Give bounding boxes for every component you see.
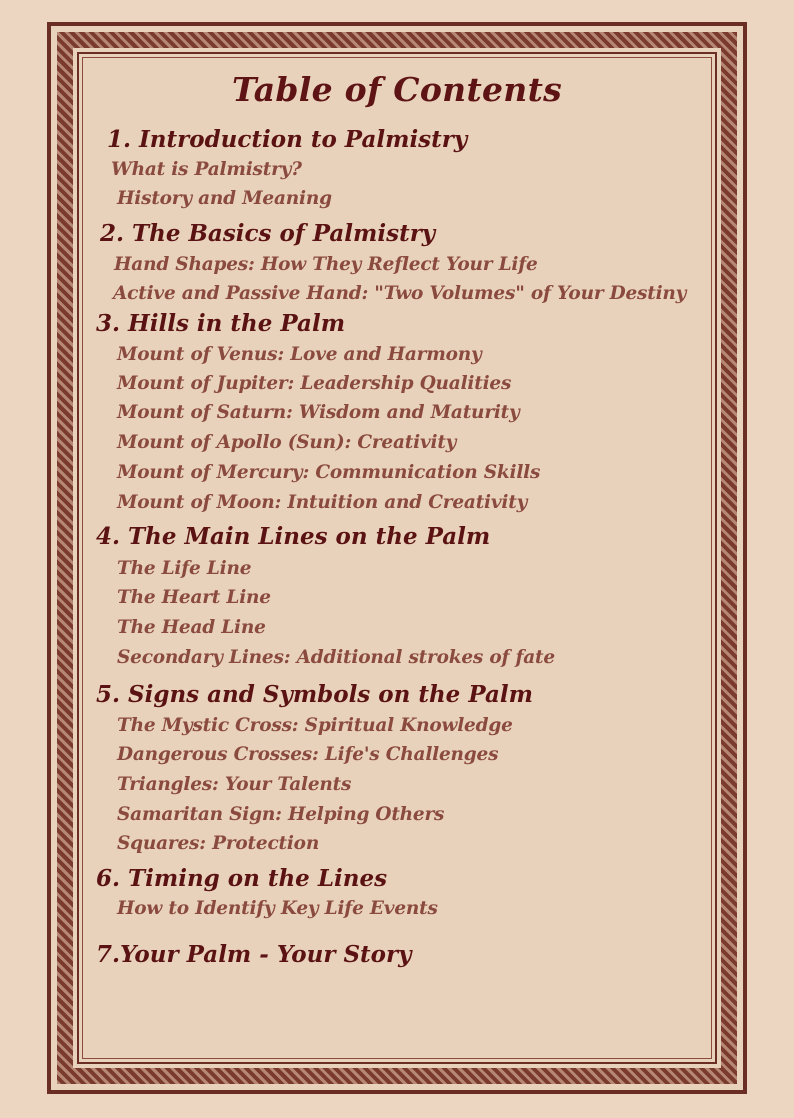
toc-item: Samaritan Sign: Helping Others [117, 804, 445, 825]
toc-item: What is Palmistry? [111, 159, 302, 180]
toc-item: Mount of Venus: Love and Harmony [117, 344, 482, 365]
toc-item: The Heart Line [117, 587, 271, 608]
toc-item: Hand Shapes: How They Reflect Your Life [114, 254, 538, 275]
toc-section-6: 6. Timing on the Lines [96, 865, 388, 892]
toc-item: The Head Line [117, 617, 266, 638]
toc-section-3: 3. Hills in the Palm [96, 310, 346, 337]
toc-item: Mount of Mercury: Communication Skills [117, 462, 541, 483]
toc-section-2: 2. The Basics of Palmistry [100, 220, 436, 247]
toc-section-7: 7.Your Palm - Your Story [96, 941, 412, 968]
toc-item: Mount of Moon: Intuition and Creativity [117, 492, 528, 513]
toc-item: The Mystic Cross: Spiritual Knowledge [117, 715, 513, 736]
toc-section-4: 4. The Main Lines on the Palm [96, 523, 491, 550]
page-title: Table of Contents [232, 70, 562, 109]
toc-item: How to Identify Key Life Events [117, 898, 438, 919]
toc-section-5: 5. Signs and Symbols on the Palm [96, 681, 533, 708]
toc-item: Mount of Saturn: Wisdom and Maturity [117, 402, 520, 423]
toc-item: Mount of Jupiter: Leadership Qualities [117, 373, 512, 394]
toc-item: Dangerous Crosses: Life's Challenges [117, 744, 499, 765]
toc-item: Mount of Apollo (Sun): Creativity [117, 432, 457, 453]
toc-item: Squares: Protection [117, 833, 320, 854]
toc-item: Secondary Lines: Additional strokes of fate [117, 647, 555, 668]
toc-section-1: 1. Introduction to Palmistry [107, 126, 468, 153]
toc-item: The Life Line [117, 558, 252, 579]
toc-item: Triangles: Your Talents [117, 774, 352, 795]
toc-item: History and Meaning [117, 188, 332, 209]
toc-item: Active and Passive Hand: "Two Volumes" of Your Destiny [113, 283, 687, 304]
